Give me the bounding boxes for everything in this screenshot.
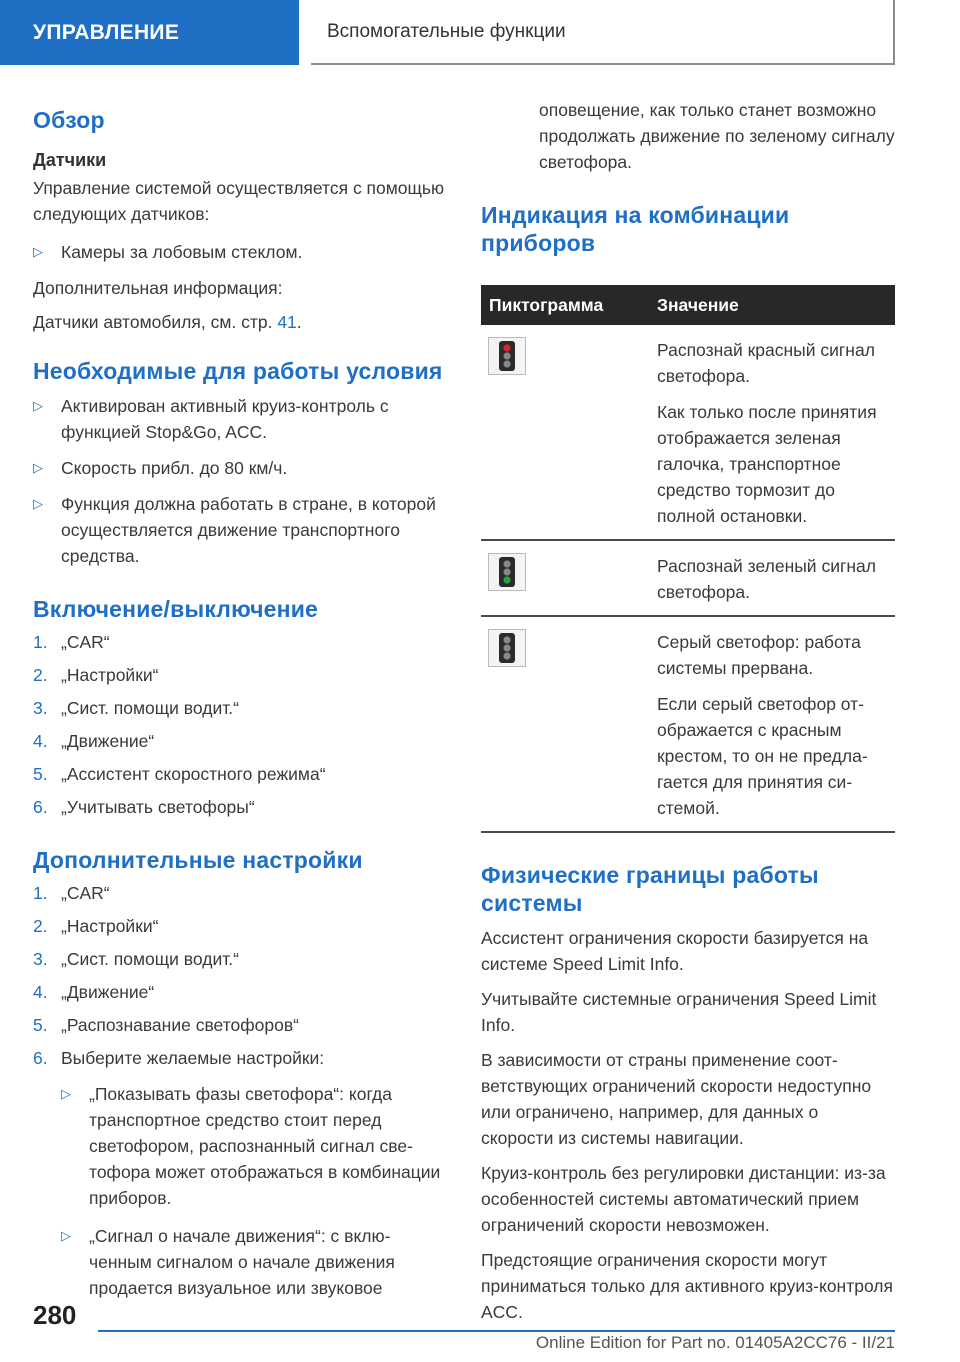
extra-step: 3. „Сист. помощи водит.“ — [33, 946, 445, 972]
limits-paragraph: Ассистент ограничения скорости базируется на системе Speed Limit Info. — [481, 928, 869, 974]
step-number: 1. — [33, 632, 48, 652]
footer-divider — [98, 1330, 895, 1332]
step-number: 4. — [33, 731, 48, 751]
step-number: 4. — [33, 982, 48, 1002]
onoff-step: 5. „Ассистент скоростного режима“ — [33, 761, 445, 787]
onoff-step: 3. „Сист. помощи водит.“ — [33, 695, 445, 721]
symbol-table — [481, 285, 895, 833]
more-info-label: Дополнительная информация: — [33, 278, 283, 298]
display-heading: Индикация на комбинации приборов — [481, 202, 790, 256]
condition-item: ▷ Активирован активный круиз-контроль с функцией Stop&Go, ACC. — [33, 393, 445, 445]
triangle-bullet-icon: ▷ — [33, 398, 43, 413]
sensors-text: Управление системой осуществляется с помощью следующих датчиков: — [33, 178, 445, 224]
limits-paragraph: Учитывайте системные ограничения Speed Limit Info. — [481, 989, 877, 1035]
step-number: 5. — [33, 1015, 48, 1035]
triangle-bullet-icon: ▷ — [61, 1228, 71, 1243]
extra-step: 1. „CAR“ — [33, 880, 445, 906]
traffic-light-green-icon — [488, 553, 526, 591]
step-number: 5. — [33, 764, 48, 784]
condition-item: ▷ Функция должна работать в стране, в которой осуществляется движение транспортного средства. — [33, 491, 445, 569]
sensor-item: ▷ Камеры за лобовым стеклом. — [33, 239, 445, 265]
triangle-bullet-icon: ▷ — [33, 244, 43, 259]
onoff-step: 6. „Учитывать светофоры“ — [33, 794, 445, 820]
limits-paragraph: Круиз-контроль без регулировки дистанции: из-за особенностей системы автоматический прием ограничений скорости невозможен. — [481, 1163, 886, 1235]
extra-heading: Дополнительные настройки — [33, 847, 363, 873]
extra-step: 5. „Распознавание светофоров“ — [33, 1012, 445, 1038]
right-column — [481, 97, 895, 1325]
section-tab: УПРАВЛЕНИЕ — [0, 0, 299, 65]
meaning-text: Распознай зеленый сигнал светофора. — [657, 556, 876, 602]
traffic-light-red-icon — [488, 337, 526, 375]
step-number: 3. — [33, 698, 48, 718]
conditions-heading: Необходимые для работы условия — [33, 358, 443, 384]
extra-step: 4. „Движение“ — [33, 979, 445, 1005]
limits-paragraph: В зависимости от страны применение соответствующих ограничений скорости недоступно или ограничено, например, для данных о скорости из системы навигации. — [481, 1050, 872, 1148]
chapter-title: Вспомогательные функции — [311, 0, 895, 65]
step-number: 2. — [33, 665, 48, 685]
table-row — [481, 540, 895, 616]
limits-paragraph: Предстоящие ограничения скорости могут приниматься только для активного круиз-контроля ACC. — [481, 1250, 893, 1322]
step-number: 1. — [33, 883, 48, 903]
triangle-bullet-icon: ▷ — [33, 496, 43, 511]
table-row — [481, 616, 895, 832]
extra-step: 6. Выберите желаемые настройки: — [33, 1045, 445, 1071]
edition-note: Online Edition for Part no. 01405A2CC76 - II/21 — [535, 1333, 895, 1352]
table-header-meaning: Значение — [649, 285, 895, 325]
extra-sub-item: ▷ „Показывать фазы светофора“: когда транспортное средство стоит перед светофором, распознанный сигнал светофора может отображаться в комбинации приборов. — [61, 1081, 445, 1211]
meaning-text: Распознай красный сигнал светофора. — [657, 340, 875, 386]
table-row — [481, 325, 895, 540]
extra-step: 2. „Настройки“ — [33, 913, 445, 939]
onoff-step: 2. „Настройки“ — [33, 662, 445, 688]
sensors-heading: Датчики — [33, 150, 107, 170]
step-number: 3. — [33, 949, 48, 969]
meaning-text: Серый светофор: работа системы прервана. — [657, 632, 861, 678]
onoff-step: 1. „CAR“ — [33, 629, 445, 655]
limits-heading: Физические границы работы системы — [481, 862, 819, 916]
more-info-ref: Датчики автомобиля, см. стр. 41. — [33, 312, 302, 332]
meaning-text: Как только после принятия отображается зеленая галочка, транспортное средство тормозит до полной остановки. — [657, 402, 877, 526]
page-number: 280 — [33, 1300, 77, 1330]
onoff-step: 4. „Движение“ — [33, 728, 445, 754]
table-header-symbol: Пиктограмма — [481, 285, 649, 325]
traffic-light-gray-icon — [488, 629, 526, 667]
meaning-text: Если серый светофор отображается с красным крестом, то он не предлагается для принятия системой. — [657, 694, 868, 818]
step-number: 6. — [33, 1048, 48, 1068]
step-number: 6. — [33, 797, 48, 817]
step-number: 2. — [33, 916, 48, 936]
page-link[interactable]: 41 — [277, 312, 297, 332]
condition-item: ▷ Скорость прибл. до 80 км/ч. — [33, 455, 445, 481]
onoff-heading: Включение/выключение — [33, 596, 319, 622]
triangle-bullet-icon: ▷ — [61, 1086, 71, 1101]
extra-sub-item: ▷ „Сигнал о начале движения“: с включенным сигналом о начале движения продается визуальное или звуковое — [61, 1223, 445, 1301]
triangle-bullet-icon: ▷ — [33, 460, 43, 475]
continued-text: оповещение, как только станет возможно продолжать движение по зеленому сигналу светофора. — [539, 100, 895, 172]
left-column — [33, 98, 445, 1301]
overview-heading: Обзор — [33, 107, 105, 133]
